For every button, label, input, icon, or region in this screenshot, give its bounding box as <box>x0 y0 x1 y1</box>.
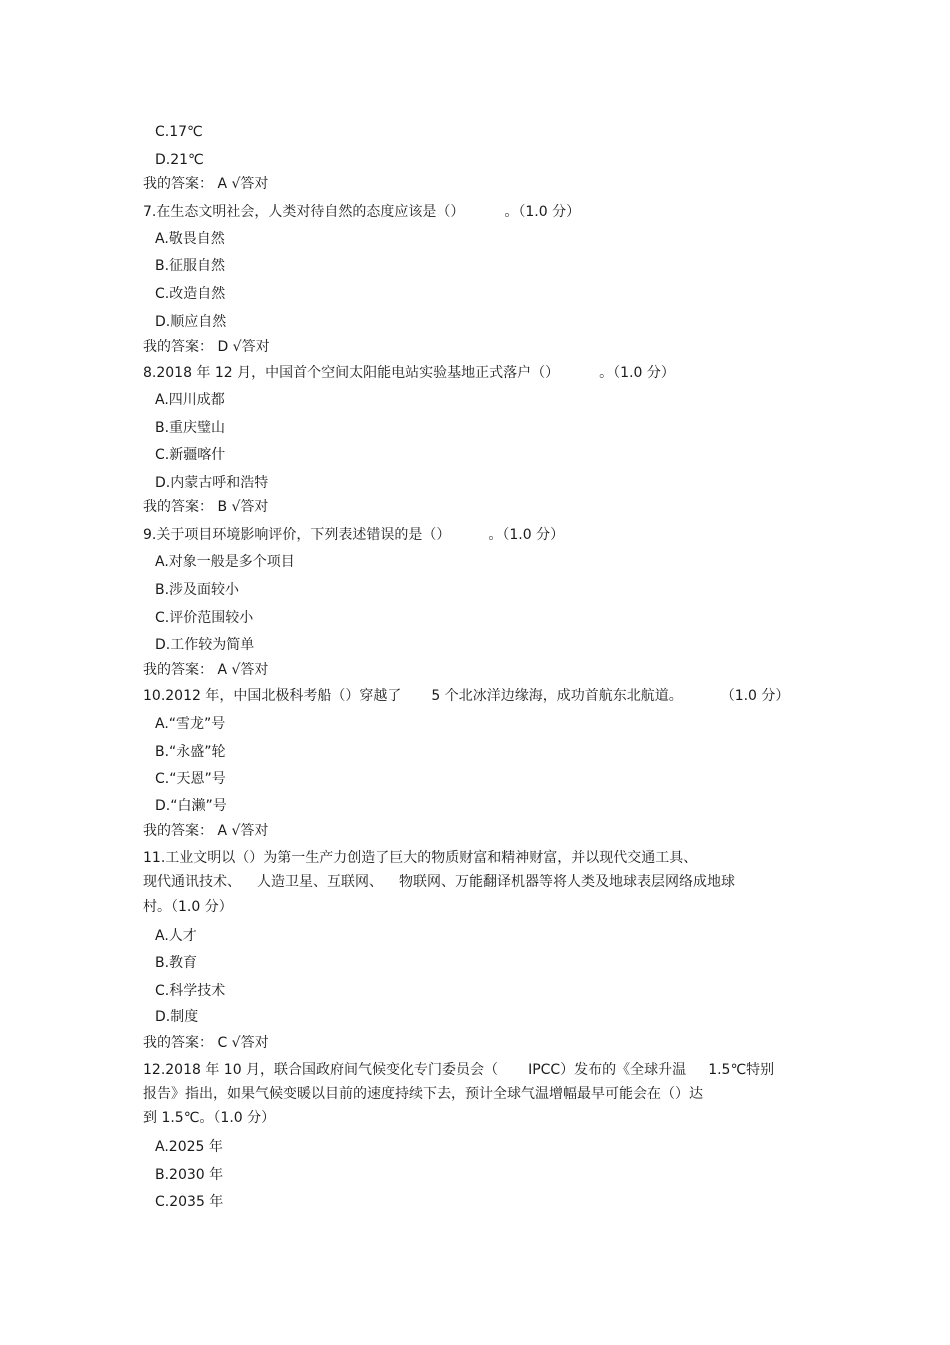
q9-text: 9.关于项目环境影响评价，下列表述错误的是（） <box>143 527 451 543</box>
q12-stem-line1 <box>143 1061 774 1079</box>
answer-value: D √答对 <box>217 339 270 355</box>
q7-option-b: B.征服自然 <box>155 258 226 274</box>
answer-label: 我的答案： <box>143 662 213 678</box>
q11-option-b: B.教育 <box>155 955 198 971</box>
q8-answer <box>143 498 268 516</box>
q12-line1-a: 12.2018 年 10 月，联合国政府间气候变化专门委员会（ <box>143 1062 499 1078</box>
q8-text: 8.2018 年 12 月，中国首个空间太阳能电站实验基地正式落户（） <box>143 365 560 381</box>
q9-option-a: A.对象一般是多个项目 <box>155 554 295 570</box>
q11-line2-c: 物联网、万能翻译机器等将人类及地球表层网络成地球 <box>399 874 735 890</box>
q12-option-a: A.2025 年 <box>155 1139 223 1155</box>
q9-option-b: B.涉及面较小 <box>155 582 240 598</box>
q8-option-a: A.四川成都 <box>155 392 225 408</box>
answer-value: A √答对 <box>217 176 269 192</box>
q7-option-a: A.敬畏自然 <box>155 231 225 247</box>
q11-option-c: C.科学技术 <box>155 983 226 999</box>
q9-option-d: D.工作较为简单 <box>155 637 255 653</box>
q10-text-b: 5 个北冰洋边缘海，成功首航东北航道。 <box>431 688 683 704</box>
q9-option-c: C.评价范围较小 <box>155 610 254 626</box>
q11-option-a: A.人才 <box>155 928 197 944</box>
q11-stem-line3: 村。（1.0 分） <box>143 899 233 915</box>
answer-label: 我的答案： <box>143 499 213 515</box>
q8-option-c: C.新疆喀什 <box>155 447 226 463</box>
q10-option-b: B.“永盛”轮 <box>155 744 226 760</box>
q12-option-c: C.2035 年 <box>155 1194 224 1210</box>
answer-value: B √答对 <box>217 499 269 515</box>
q12-line1-b: IPCC）发布的《全球升温 <box>528 1062 687 1078</box>
q12-stem-line3: 到 1.5℃。（1.0 分） <box>143 1110 276 1126</box>
answer-value: A √答对 <box>217 662 269 678</box>
q8-option-b: B.重庆璧山 <box>155 420 226 436</box>
q11-stem-line1: 11.工业文明以（）为第一生产力创造了巨大的物质财富和精神财富，并以现代交通工具、 <box>143 850 698 866</box>
q10-score: （1.0 分） <box>720 688 790 704</box>
answer-label: 我的答案： <box>143 176 213 192</box>
q11-line2-b: 人造卫星、互联网、 <box>257 874 383 890</box>
q12-line1-c: 1.5℃特别 <box>708 1062 775 1078</box>
q7-text: 7.在生态文明社会，人类对待自然的态度应该是（） <box>143 204 465 220</box>
q6-option-d: D.21℃ <box>155 152 204 168</box>
q6-option-c: C.17℃ <box>155 124 203 140</box>
answer-value: C √答对 <box>217 1035 269 1051</box>
q7-stem <box>143 203 580 221</box>
q8-stem <box>143 364 675 382</box>
q7-option-c: C.改造自然 <box>155 286 226 302</box>
q7-option-d: D.顺应自然 <box>155 314 227 330</box>
q11-stem-line2 <box>143 873 735 891</box>
q10-stem <box>143 687 789 705</box>
q9-stem <box>143 526 564 544</box>
q11-option-d: D.制度 <box>155 1009 199 1025</box>
q10-option-c: C.“天恩”号 <box>155 771 226 787</box>
q7-score: 。（1.0 分） <box>504 204 581 220</box>
q9-score: 。（1.0 分） <box>488 527 565 543</box>
answer-label: 我的答案： <box>143 823 213 839</box>
q7-answer <box>143 338 270 356</box>
q12-stem-line2: 报告》指出，如果气候变暖以目前的速度持续下去，预计全球气温增幅最早可能会在（）达 <box>143 1086 703 1102</box>
q10-option-d: D.“白濑”号 <box>155 798 227 814</box>
q10-answer <box>143 822 268 840</box>
q8-option-d: D.内蒙古呼和浩特 <box>155 475 269 491</box>
q11-line2-a: 现代通讯技术、 <box>143 874 241 890</box>
answer-label: 我的答案： <box>143 339 213 355</box>
q11-answer <box>143 1034 269 1052</box>
q6-answer <box>143 175 268 193</box>
q10-text-a: 10.2012 年，中国北极科考船（）穿越了 <box>143 688 402 704</box>
answer-label: 我的答案： <box>143 1035 213 1051</box>
answer-value: A √答对 <box>217 823 269 839</box>
q9-answer <box>143 661 268 679</box>
q12-option-b: B.2030 年 <box>155 1167 224 1183</box>
q10-option-a: A.“雪龙”号 <box>155 716 226 732</box>
q8-score: 。（1.0 分） <box>599 365 675 381</box>
